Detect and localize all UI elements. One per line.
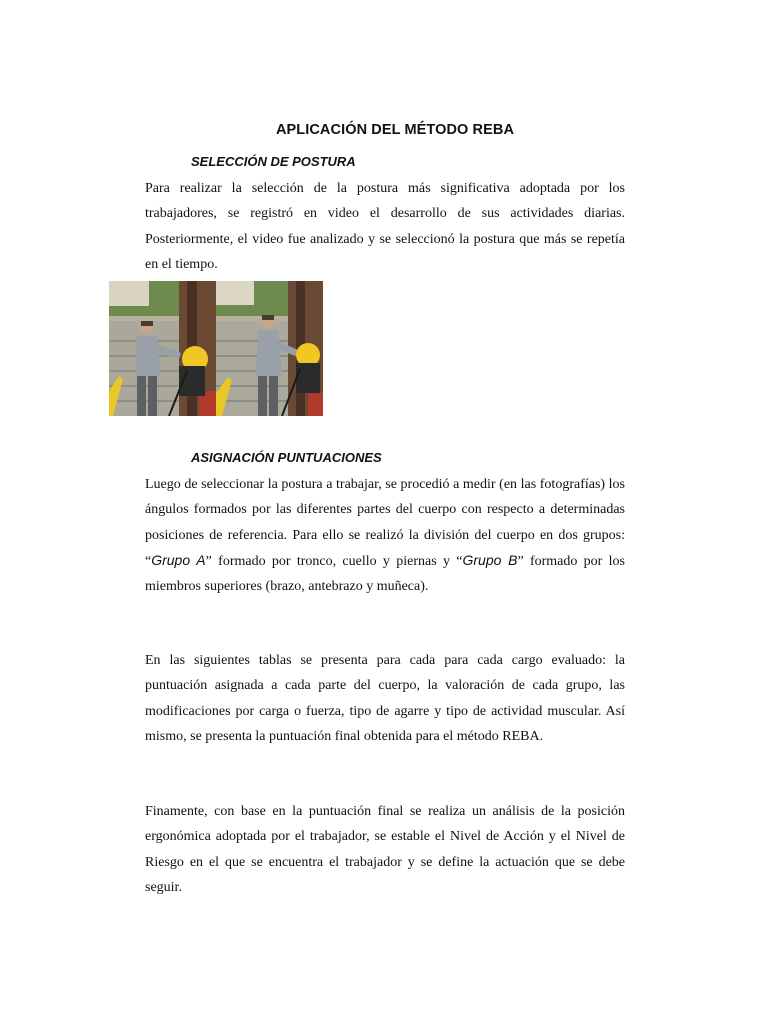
- grupo-a-label: Grupo A: [151, 551, 206, 568]
- document-title: APLICACIÓN DEL MÉTODO REBA: [275, 122, 515, 138]
- posture-photos: [109, 281, 324, 416]
- paragraph-text: ” formado por los miembros superiores (brazo, antebrazo y muñeca).: [145, 553, 625, 595]
- grupo-b-label: Grupo B: [462, 551, 518, 568]
- paragraph-text: ” formado por tronco, cuello y piernas y “: [205, 553, 463, 569]
- paragraph-seleccion: Para realizar la selección de la postura más significativa adoptada por los trabajadores, se registró en video el desarrollo de sus actividades diarias. Posteriormente, el video fue analizado y se seleccionó la postura que más se repetía en el tiempo.: [145, 181, 625, 272]
- paragraph-asignacion-1: [145, 472, 625, 599]
- worker-photo: [216, 281, 323, 416]
- paragraph-tablas: En las siguientes tablas se presenta para cada para cada cargo evaluado: la puntuación asignada a cada parte del cuerpo, la valoración de cada grupo, las modificaciones por carga o fuerza, tipo de agarre y tipo de actividad muscular. Así mismo, se presenta la puntuación final obtenida para el método REBA.: [145, 653, 625, 744]
- paragraph-text: Luego de seleccionar la postura a trabajar, se procedió a medir (en las fotografías) los ángulos formados por las diferentes partes del cuerpo con respecto a determinadas posiciones de referencia. Para ello se realizó la división del cuerpo en dos grupos: “: [145, 477, 625, 569]
- worker-photo: [109, 281, 216, 416]
- paragraph-finalmente: Finamente, con base en la puntuación final se realiza un análisis de la posición ergonómica adoptada por el trabajador, se estable el Nivel de Acción y el Nivel de Riesgo en el que se encuentra el trabajador y se define la actuación que se debe seguir.: [145, 804, 625, 895]
- section-heading-asignacion: ASIGNACIÓN PUNTUACIONES: [191, 450, 382, 465]
- section-heading-seleccion: SELECCIÓN DE POSTURA: [191, 154, 356, 169]
